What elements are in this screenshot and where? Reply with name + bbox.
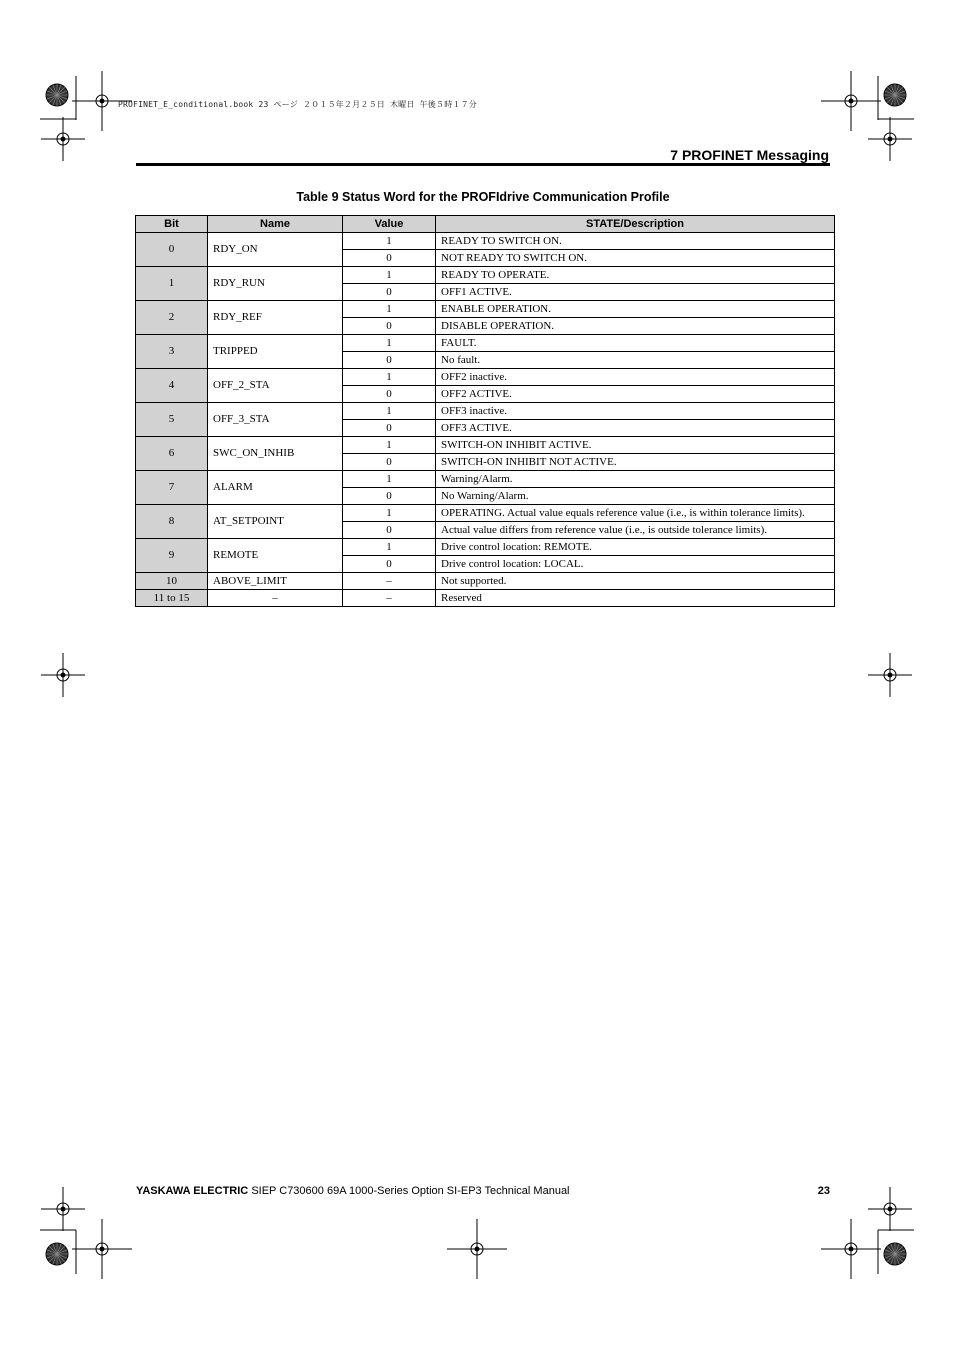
cell-value: 0 [343,284,436,301]
table-header-row [136,216,835,233]
cell-bit: 3 [136,335,208,369]
cell-value: 1 [343,267,436,284]
cell-value: 0 [343,318,436,335]
table-row [136,471,835,488]
cell-description: FAULT. [436,335,835,352]
cell-value: 1 [343,335,436,352]
cell-bit: 2 [136,301,208,335]
crosshair-dot [475,1247,480,1252]
crosshair-dot [888,673,893,678]
cell-description: READY TO OPERATE. [436,267,835,284]
header-value: Value [343,216,436,233]
table-row [136,437,835,454]
cell-name: REMOTE [208,539,343,573]
table-row [136,590,835,607]
crosshair-dot [100,99,105,104]
cell-value: 1 [343,301,436,318]
cell-description: Reserved [436,590,835,607]
cell-value: 0 [343,522,436,539]
cell-name: OFF_3_STA [208,403,343,437]
cell-value: 1 [343,505,436,522]
cell-description: OFF1 ACTIVE. [436,284,835,301]
cell-description: No Warning/Alarm. [436,488,835,505]
crosshair-dot [888,1207,893,1212]
cell-bit: 1 [136,267,208,301]
cell-description: OFF2 ACTIVE. [436,386,835,403]
crosshair-dot [888,137,893,142]
cell-value: 0 [343,488,436,505]
cell-description: READY TO SWITCH ON. [436,233,835,250]
cell-name: SWC_ON_INHIB [208,437,343,471]
crosshair-dot [61,137,66,142]
cell-description: Drive control location: LOCAL. [436,556,835,573]
cell-value: 0 [343,556,436,573]
cell-name: RDY_REF [208,301,343,335]
table-row [136,369,835,386]
cell-value: 0 [343,250,436,267]
cell-name: RDY_RUN [208,267,343,301]
cell-name: – [208,590,343,607]
cell-description: SWITCH-ON INHIBIT ACTIVE. [436,437,835,454]
table-row [136,233,835,250]
cell-description: Drive control location: REMOTE. [436,539,835,556]
cell-name: TRIPPED [208,335,343,369]
cell-description: Not supported. [436,573,835,590]
footer-manual: SIEP C730600 69A 1000-Series Option SI-EP3 Technical Manual [248,1185,570,1197]
cell-description: SWITCH-ON INHIBIT NOT ACTIVE. [436,454,835,471]
crosshair-dot [100,1247,105,1252]
cell-value: 1 [343,539,436,556]
cell-value: 1 [343,437,436,454]
cell-value: 0 [343,420,436,437]
cell-bit: 0 [136,233,208,267]
crosshair-dot [849,99,854,104]
cell-description: OFF3 inactive. [436,403,835,420]
crosshair-dot [61,673,66,678]
table-row [136,301,835,318]
cell-bit: 9 [136,539,208,573]
cell-description: OFF2 inactive. [436,369,835,386]
status-word-table [135,215,835,607]
cell-bit: 5 [136,403,208,437]
print-info-line: PROFINET_E_conditional.book 23 ページ ２０１５年２月２５日 木曜日 午後５時１７分 [118,100,477,109]
table-row [136,539,835,556]
cell-value: – [343,573,436,590]
header-description: STATE/Description [436,216,835,233]
table-row [136,505,835,522]
cell-description: DISABLE OPERATION. [436,318,835,335]
cell-name: OFF_2_STA [208,369,343,403]
cell-value: 1 [343,369,436,386]
footer-brand: YASKAWA ELECTRIC [136,1185,249,1197]
cell-description: No fault. [436,352,835,369]
cell-name: ABOVE_LIMIT [208,573,343,590]
cell-bit: 4 [136,369,208,403]
crosshair-dot [61,1207,66,1212]
section-title: 7 PROFINET Messaging [670,147,829,163]
header-rule [136,163,830,166]
cell-name: AT_SETPOINT [208,505,343,539]
cell-value: 0 [343,352,436,369]
page-number: 23 [817,1185,830,1197]
crosshair-dot [849,1247,854,1252]
cell-bit: 6 [136,437,208,471]
cell-description: NOT READY TO SWITCH ON. [436,250,835,267]
table-body [136,233,835,607]
footer-manual-title [136,1185,570,1197]
cell-value: 1 [343,403,436,420]
table-row [136,573,835,590]
cell-name: ALARM [208,471,343,505]
table-caption: Table 9 Status Word for the PROFIdrive Communication Profile [296,190,670,204]
cell-description: Actual value differs from reference value (i.e., is outside tolerance limits). [436,522,835,539]
header-name: Name [208,216,343,233]
table-row [136,335,835,352]
cell-name: RDY_ON [208,233,343,267]
cell-description: OPERATING. Actual value equals reference value (i.e., is within tolerance limits). [436,505,835,522]
cell-bit: 8 [136,505,208,539]
cell-value: 0 [343,386,436,403]
cell-bit: 11 to 15 [136,590,208,607]
cell-bit: 10 [136,573,208,590]
header-bit: Bit [136,216,208,233]
cell-description: Warning/Alarm. [436,471,835,488]
cell-value: 1 [343,471,436,488]
cell-value: 1 [343,233,436,250]
cell-value: 0 [343,454,436,471]
cell-value: – [343,590,436,607]
table-row [136,403,835,420]
table-row [136,267,835,284]
cell-bit: 7 [136,471,208,505]
cell-description: ENABLE OPERATION. [436,301,835,318]
cell-description: OFF3 ACTIVE. [436,420,835,437]
